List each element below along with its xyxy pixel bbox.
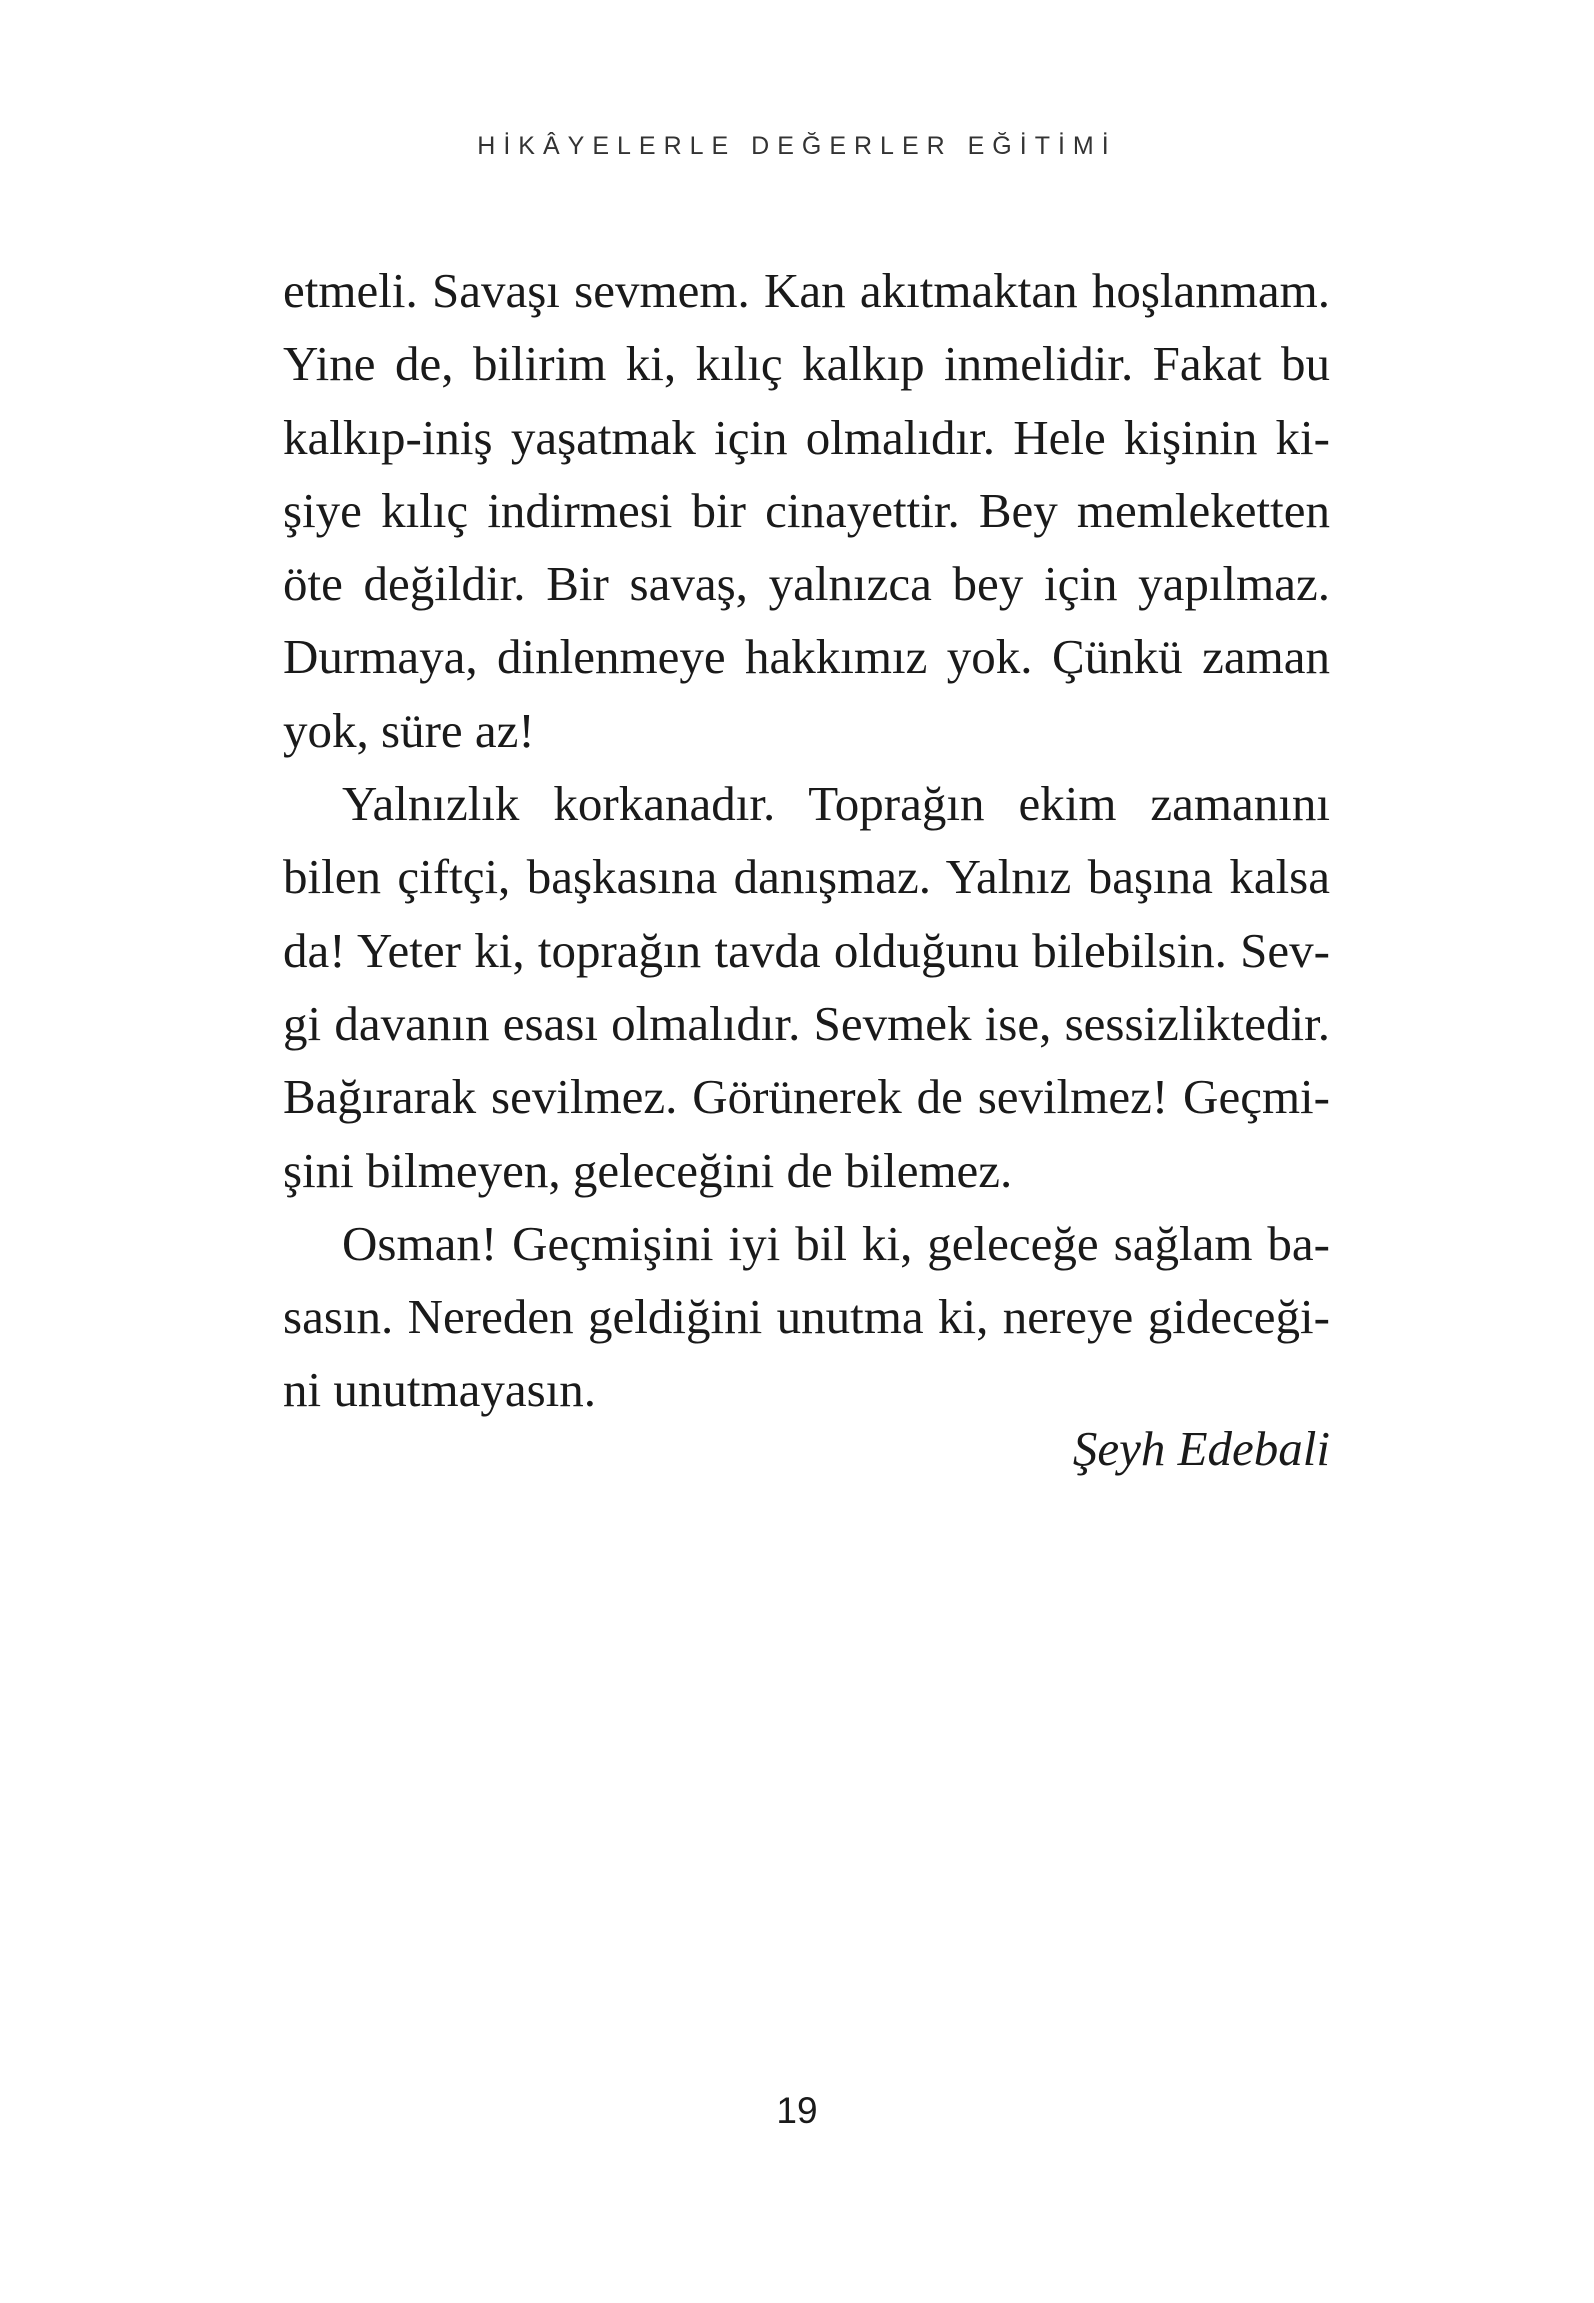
paragraph bbox=[283, 1207, 1330, 1427]
paragraph bbox=[283, 767, 1330, 1207]
body-text bbox=[283, 254, 1330, 1427]
running-header: HİKÂYELERLE DEĞERLER EĞİTİMİ bbox=[477, 132, 1117, 160]
paragraph bbox=[283, 254, 1330, 767]
text-line: bilen çiftçi, başkasına danışmaz. Yalnız başına kalsa bbox=[283, 849, 1330, 905]
signature: Şeyh Edebali bbox=[1072, 1421, 1330, 1476]
text-line: kalkıp-iniş yaşatmak için olmalıdır. Hele kişinin ki- bbox=[283, 409, 1330, 465]
text-line: sasın. Nereden geldiğini unutma ki, nereye gideceği- bbox=[283, 1289, 1330, 1345]
text-line: etmeli. Savaşı sevmem. Kan akıtmaktan hoşlanmam. bbox=[283, 263, 1330, 318]
text-line: yok, süre az! bbox=[283, 702, 535, 758]
text-line: şini bilmeyen, geleceğini de bilemez. bbox=[283, 1142, 1013, 1198]
text-line: da! Yeter ki, toprağın tavda olduğunu bilebilsin. Sev- bbox=[283, 922, 1330, 978]
text-line: öte değildir. Bir savaş, yalnızca bey için yapılmaz. bbox=[283, 556, 1330, 612]
text-line: gi davanın esası olmalıdır. Sevmek ise, sessizliktedir. bbox=[283, 995, 1330, 1051]
page-number: 19 bbox=[776, 2090, 818, 2131]
text-line: Yine de, bilirim ki, kılıç kalkıp inmelidir. Fakat bu bbox=[283, 336, 1330, 392]
text-line: ni unutmayasın. bbox=[283, 1362, 597, 1418]
text-line: Durmaya, dinlenmeye hakkımız yok. Çünkü zaman bbox=[283, 629, 1330, 685]
text-line: Yalnızlık korkanadır. Toprağın ekim zamanını bbox=[342, 776, 1330, 832]
text-line: şiye kılıç indirmesi bir cinayettir. Bey memleketten bbox=[283, 482, 1330, 538]
text-line: Osman! Geçmişini iyi bil ki, geleceğe sağlam ba- bbox=[342, 1215, 1330, 1271]
text-line: Bağırarak sevilmez. Görünerek de sevilmez! Geçmi- bbox=[283, 1069, 1330, 1125]
